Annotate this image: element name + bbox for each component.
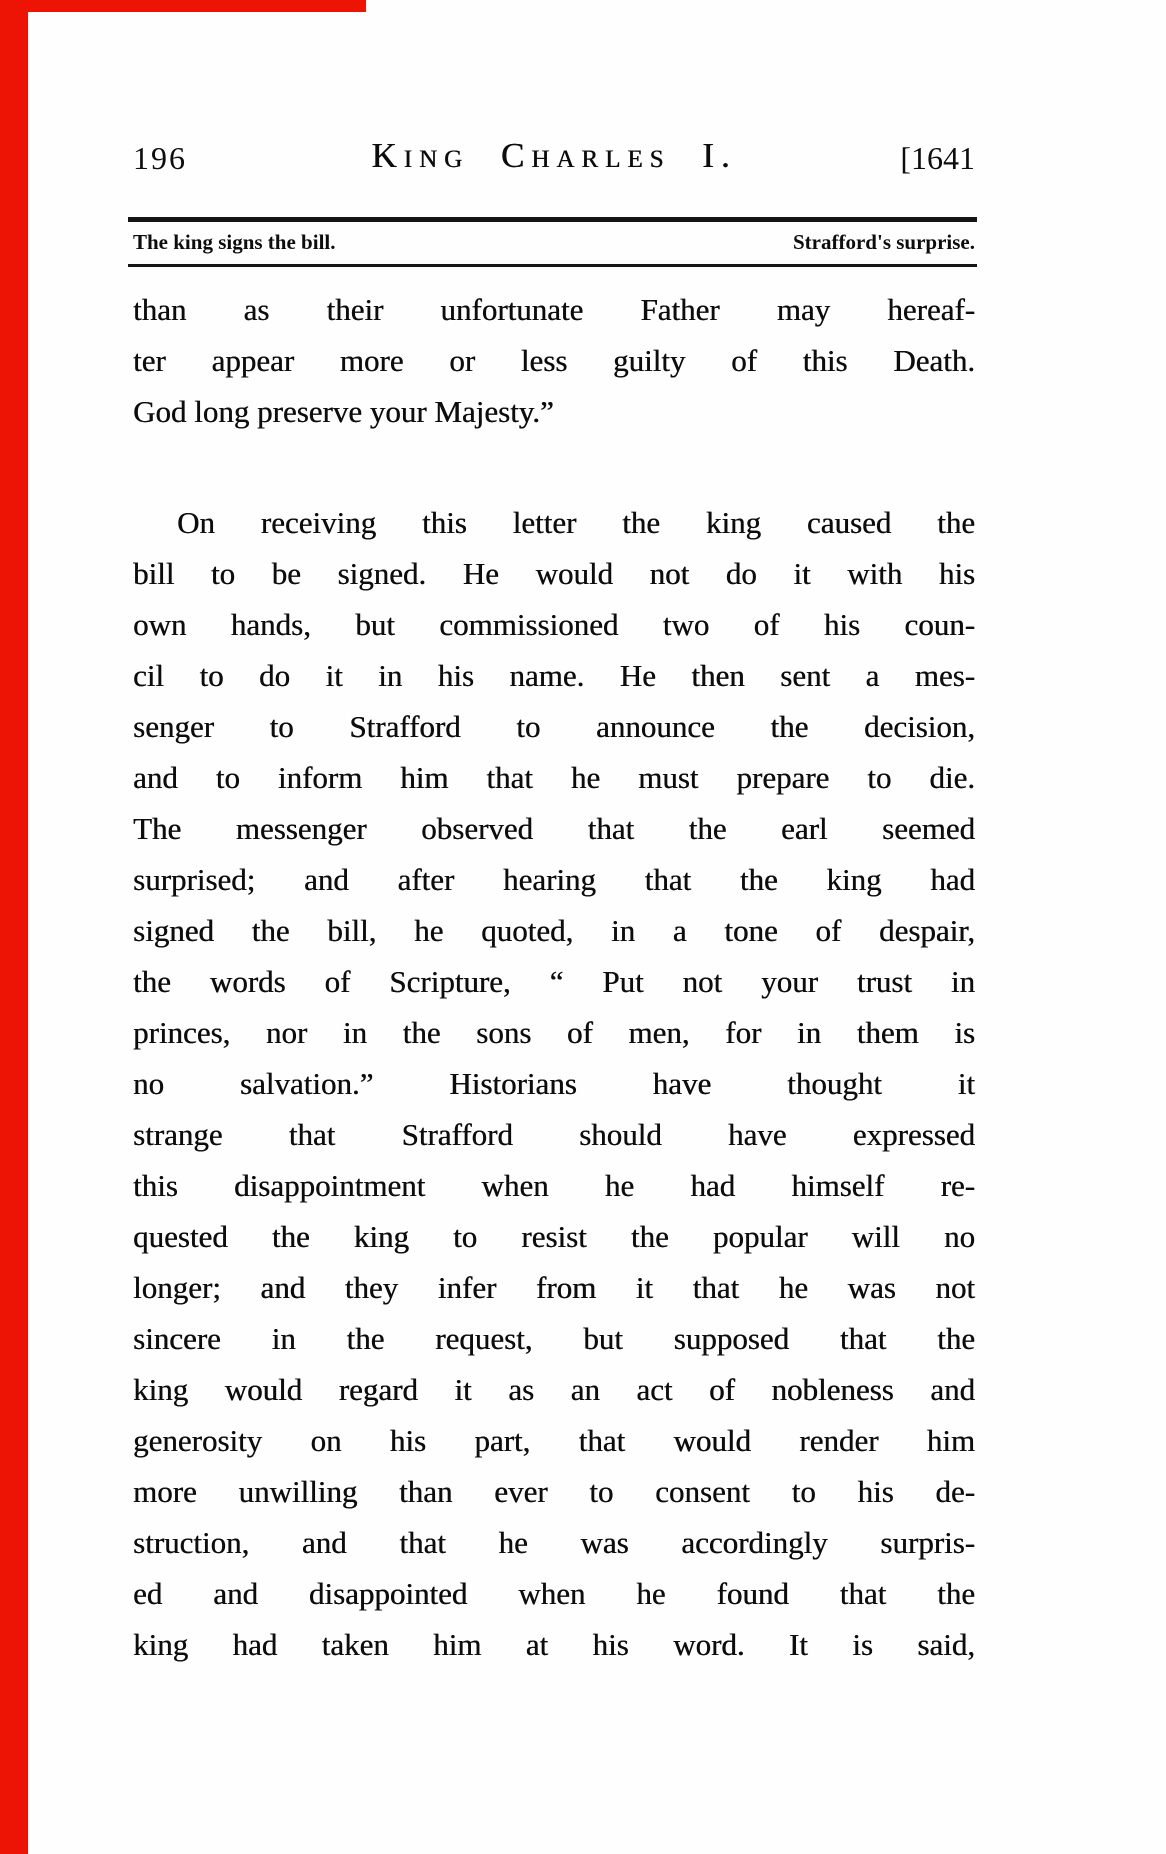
text-line: and to inform him that he must prepare to die. <box>133 760 975 795</box>
page-header <box>133 136 975 184</box>
text-line: quested the king to resist the popular will no <box>133 1219 975 1254</box>
text-line: On receiving this letter the king caused the <box>177 505 975 540</box>
paragraph <box>133 497 975 1670</box>
text-line: God long preserve your Majesty.” <box>133 394 554 429</box>
text-line: ter appear more or less guilty of this Death. <box>133 343 975 378</box>
text-line: princes, nor in the sons of men, for in them is <box>133 1015 975 1050</box>
header-rule-thin <box>128 264 977 267</box>
page-content <box>133 136 975 1670</box>
year-marker: [1641 <box>900 140 975 176</box>
page-number: 196 <box>133 140 187 176</box>
header-rule-thick <box>128 217 977 222</box>
running-head-left: The king signs the bill. <box>133 230 336 254</box>
text-line: signed the bill, he quoted, in a tone of despair, <box>133 913 975 948</box>
text-line: senger to Strafford to announce the decision, <box>133 709 975 744</box>
text-line: sincere in the request, but supposed that the <box>133 1321 975 1356</box>
text-line: cil to do it in his name. He then sent a mes- <box>133 658 975 693</box>
running-heads <box>133 229 975 255</box>
scan-edge-left <box>0 0 28 1854</box>
text-line: king had taken him at his word. It is said, <box>133 1627 975 1662</box>
text-line: the words of Scripture, “ Put not your trust in <box>133 964 975 999</box>
paragraph <box>133 284 975 437</box>
running-head-right: Strafford's surprise. <box>793 230 975 254</box>
text-line: own hands, but commissioned two of his coun- <box>133 607 975 642</box>
text-line: more unwilling than ever to consent to his de- <box>133 1474 975 1509</box>
body-text <box>133 284 975 1670</box>
text-line: strange that Strafford should have expressed <box>133 1117 975 1152</box>
text-line: surprised; and after hearing that the king had <box>133 862 975 897</box>
text-line: ed and disappointed when he found that the <box>133 1576 975 1611</box>
page-title: King Charles I. <box>371 136 737 175</box>
text-line: this disappointment when he had himself re- <box>133 1168 975 1203</box>
text-line: generosity on his part, that would render him <box>133 1423 975 1458</box>
scan-edge-top <box>0 0 366 12</box>
text-line: no salvation.” Historians have thought it <box>133 1066 975 1101</box>
text-line: The messenger observed that the earl seemed <box>133 811 975 846</box>
text-line: bill to be signed. He would not do it with his <box>133 556 975 591</box>
text-line: struction, and that he was accordingly surpris- <box>133 1525 975 1560</box>
text-line: longer; and they infer from it that he was not <box>133 1270 975 1305</box>
text-line: than as their unfortunate Father may hereaf- <box>133 292 975 327</box>
text-line: king would regard it as an act of nobleness and <box>133 1372 975 1407</box>
